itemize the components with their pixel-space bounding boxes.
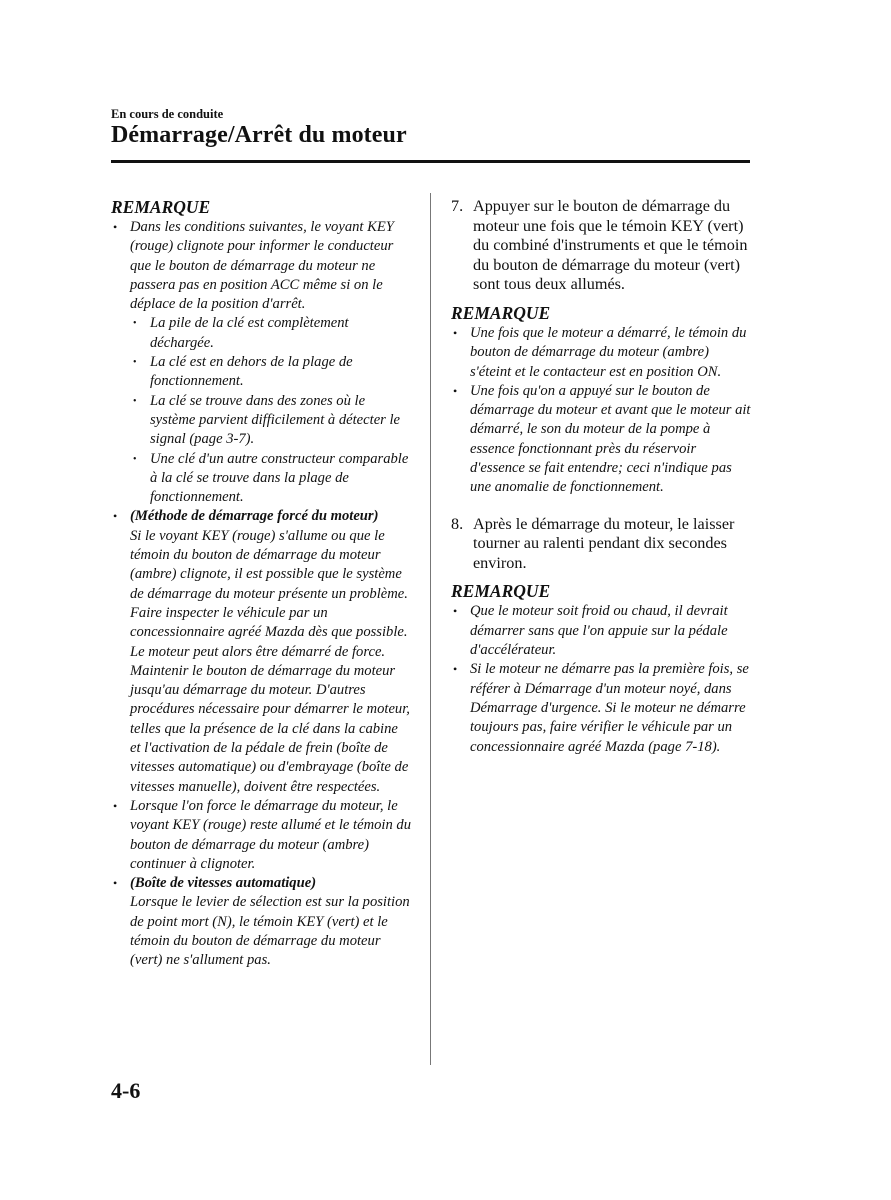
remark-bullet — [111, 507, 411, 796]
remark-bullet — [111, 874, 411, 970]
bullet-text: Une fois que le moteur a démarré, le témoin du bouton de démarrage du moteur (ambre) s'éteint et le contacteur est en position ON. — [470, 324, 747, 380]
sub-bullet-text: Une clé d'un autre constructeur comparable à la clé se trouve dans la plage de fonctionnement. — [150, 450, 409, 506]
step-text: Après le démarrage du moteur, le laisser tourner au ralenti pendant dix secondes environ. — [473, 514, 735, 572]
column-divider — [430, 193, 431, 1065]
page-number: 4-6 — [111, 1078, 141, 1103]
bullet-text: Lorsque l'on force le démarrage du moteur, le voyant KEY (rouge) reste allumé et le témoin du bouton de démarrage du moteur (ambre) continuer à clignoter. — [130, 797, 412, 872]
bullet-text: Que le moteur soit froid ou chaud, il devrait démarrer sans que l'on appuie sur la pédale d'accélérateur. — [470, 603, 728, 659]
remark-heading: REMARQUE — [111, 197, 211, 217]
remark-bullet — [111, 218, 411, 314]
step-number: 8. — [451, 514, 464, 533]
sub-bullet-text: La clé est en dehors de la plage de fonctionnement. — [150, 354, 353, 390]
remark-bullet — [111, 797, 411, 874]
step-text: Appuyer sur le bouton de démarrage du moteur une fois que le témoin KEY (vert) du combiné d'instruments et que le témoin du bouton de démarrage du moteur (vert) sont tous deux allumés. — [473, 197, 748, 294]
bullet-text: Si le moteur ne démarre pas la première fois, se référer à Démarrage d'un moteur noyé, dans Démarrage d'urgence. Si le moteur ne démarre toujours pas, faire vérifier le véhicule par un concessionnaire agréé Mazda (page 7-18). — [470, 661, 749, 755]
page-title: Démarrage/Arrêt du moteur — [111, 122, 407, 148]
step-8 — [451, 515, 751, 574]
bullet-icon: • — [133, 453, 137, 465]
sub-bullet — [130, 392, 411, 450]
left-column — [111, 197, 411, 971]
remark-heading: REMARQUE — [451, 581, 551, 602]
step-7 — [451, 197, 751, 295]
bullet-icon: • — [453, 604, 458, 619]
bullet-icon: • — [113, 509, 118, 524]
bullet-icon: • — [453, 325, 458, 340]
remark-bullet — [451, 660, 751, 756]
bullet-icon: • — [133, 318, 137, 330]
sub-bullet — [130, 314, 411, 353]
bullet-icon: • — [453, 383, 458, 398]
bullet-heading: (Méthode de démarrage forcé du moteur) — [130, 508, 379, 525]
title-rule — [111, 160, 750, 163]
bullet-text: Une fois qu'on a appuyé sur le bouton de démarrage du moteur et avant que le moteur ait démarré, le son du moteur de la pompe à essence fonctionnant près du réservoir d'essence se fait entendre; ceci n'indique pas une anomalie de fonctionnement. — [470, 382, 751, 496]
bullet-icon: • — [133, 357, 137, 369]
bullet-icon: • — [133, 395, 137, 407]
remark-bullet — [451, 602, 751, 660]
remark-bullet — [451, 382, 751, 498]
bullet-text: Dans les conditions suivantes, le voyant KEY (rouge) clignote pour informer le conducteur que le bouton de démarrage du moteur ne passera pas en position ACC même si on le déplace de la position d'arrêt. — [130, 219, 394, 313]
sub-bullet — [130, 450, 411, 508]
bullet-text: Si le voyant KEY (rouge) s'allume ou que le témoin du bouton de démarrage du moteur (ambre) clignote, il est possible que le système de démarrage du moteur présente un problème. Faire inspecter le véhicule par un concessionnaire agréé Mazda dès que possible. Le moteur peut alors être démarré de force. Maintenir le bouton de démarrage du moteur jusqu'au démarrage du moteur. D'autres procédures nécessaire pour démarrer le moteur, telles que la présence de la clé dans la cabine et l'activation de la pédale de frein (boîte de vitesses automatique) ou d'embrayage (boîte de vitesses manuelle), doivent être respectées. — [130, 527, 410, 795]
bullet-text: Lorsque le levier de sélection est sur la position de point mort (N), le témoin KEY (vert) et le témoin du bouton de démarrage du moteur (vert) ne s'allument pas. — [130, 894, 410, 969]
bullet-heading: (Boîte de vitesses automatique) — [130, 875, 317, 892]
sub-bullet-text: La clé se trouve dans des zones où le système parvient difficilement à détecter le signal (page 3-7). — [150, 392, 401, 448]
sub-bullet — [130, 353, 411, 392]
sub-bullet-list — [111, 314, 411, 507]
step-number: 7. — [451, 197, 464, 215]
bullet-icon: • — [113, 220, 118, 234]
remark-bullet — [451, 324, 751, 382]
bullet-icon: • — [113, 876, 118, 891]
bullet-icon: • — [453, 662, 458, 677]
remark-heading: REMARQUE — [451, 302, 551, 323]
section-label: En cours de conduite — [111, 107, 224, 121]
bullet-icon: • — [113, 798, 118, 813]
right-column — [451, 197, 751, 757]
sub-bullet-text: La pile de la clé est complètement déchargée. — [150, 315, 349, 351]
